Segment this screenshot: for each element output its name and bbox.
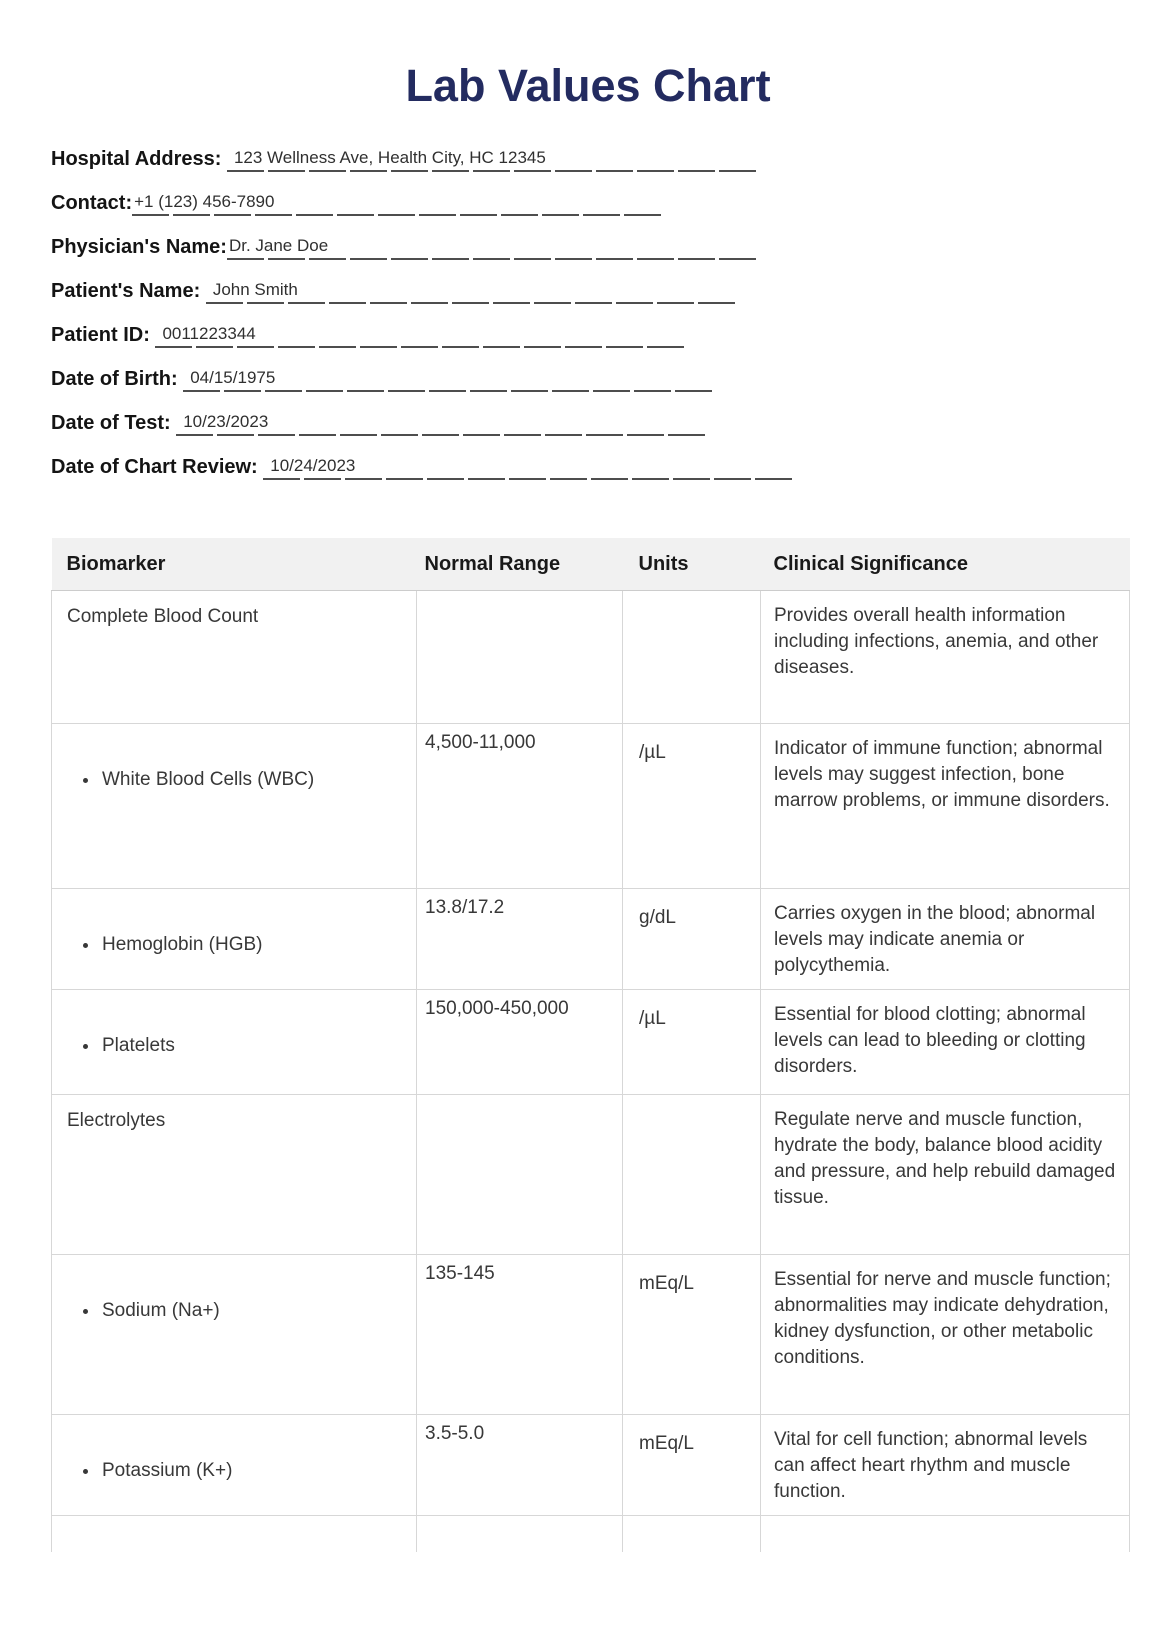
date-of-birth-value-line[interactable]: 04/15/1975 <box>183 368 713 392</box>
biomarker-cell <box>52 989 417 1094</box>
units-cell <box>623 1515 761 1552</box>
normal-range-cell: 150,000-450,000 <box>417 989 623 1094</box>
column-header-biomarker: Biomarker <box>52 538 417 590</box>
biomarker-bullet-item: • Sodium (Na+) <box>100 1298 406 1324</box>
clinical-significance-cell: Indicator of immune function; abnormal levels may suggest infection, bone marrow problems, or immune disorders. <box>761 723 1130 888</box>
biomarker-bullet-item: • Hemoglobin (HGB) <box>100 932 406 958</box>
clinical-significance-cell: Carries oxygen in the blood; abnormal levels may indicate anemia or polycythemia. <box>761 888 1130 989</box>
units-cell <box>623 1094 761 1254</box>
field-label: Date of Birth: <box>51 368 184 391</box>
biomarker-bullet-item: • Potassium (K+) <box>100 1458 406 1484</box>
field-row-hospital-address <box>51 145 1176 172</box>
field-label: Hospital Address: <box>51 148 227 171</box>
table-row <box>52 723 1130 888</box>
normal-range-cell: 4,500-11,000 <box>417 723 623 888</box>
field-row-date-of-chart-review <box>51 453 1176 480</box>
units-cell: mEq/L <box>623 1254 761 1414</box>
clinical-significance-cell: Regulate nerve and muscle function, hydrate the body, balance blood acidity and pressure, and help rebuild damaged tissue. <box>761 1094 1130 1254</box>
lab-values-table <box>51 538 1130 1552</box>
table-row <box>52 989 1130 1094</box>
field-label: Patient ID: <box>51 324 156 347</box>
field-row-patient-id <box>51 321 1176 348</box>
table-row <box>52 1094 1130 1254</box>
units-cell: mEq/L <box>623 1414 761 1515</box>
normal-range-cell <box>417 1094 623 1254</box>
field-label: Physician's Name: <box>51 236 227 259</box>
field-label: Date of Chart Review: <box>51 456 264 479</box>
table-header-row <box>52 538 1130 590</box>
biomarker-cell <box>52 723 417 888</box>
contact-value-line[interactable]: +1 (123) 456-7890 <box>132 192 662 216</box>
date-of-chart-review-value-line[interactable]: 10/24/2023 <box>263 456 793 480</box>
clinical-significance-cell: Essential for blood clotting; abnormal levels can lead to bleeding or clotting disorders. <box>761 989 1130 1094</box>
table-row <box>52 1254 1130 1414</box>
clinical-significance-cell: Essential for nerve and muscle function; abnormalities may indicate dehydration, kidney dysfunction, or other metabolic conditions. <box>761 1254 1130 1414</box>
patient-name-value-line[interactable]: John Smith <box>206 280 736 304</box>
biomarker-cell <box>52 1515 417 1552</box>
patient-id-value-line[interactable]: 0011223344 <box>155 324 685 348</box>
field-row-contact <box>51 189 1176 216</box>
biomarker-cell <box>52 888 417 989</box>
table-row-clipped <box>52 1515 1130 1552</box>
units-cell: /µL <box>623 989 761 1094</box>
field-label: Date of Test: <box>51 412 177 435</box>
normal-range-cell: 13.8/17.2 <box>417 888 623 989</box>
column-header-normal-range: Normal Range <box>417 538 623 590</box>
table-row <box>52 590 1130 723</box>
clinical-significance-cell <box>761 1515 1130 1552</box>
normal-range-cell <box>417 1515 623 1552</box>
page-title: Lab Values Chart <box>405 60 771 111</box>
field-label: Patient's Name: <box>51 280 206 303</box>
biomarker-cell <box>52 1254 417 1414</box>
biomarker-category-label: Complete Blood Count <box>67 605 259 627</box>
physician-name-value-line[interactable]: Dr. Jane Doe <box>227 236 757 260</box>
biomarker-bullet-item: • White Blood Cells (WBC) <box>100 767 406 793</box>
clinical-significance-cell: Provides overall health information including infections, anemia, and other diseases. <box>761 590 1130 723</box>
biomarker-cell <box>52 1094 417 1254</box>
biomarker-category-label: Electrolytes <box>67 1109 166 1131</box>
units-cell <box>623 590 761 723</box>
clinical-significance-cell: Vital for cell function; abnormal levels can affect heart rhythm and muscle function. <box>761 1414 1130 1515</box>
hospital-address-value-line[interactable]: 123 Wellness Ave, Health City, HC 12345 <box>227 148 757 172</box>
table-row <box>52 888 1130 989</box>
column-header-clinical-significance: Clinical Significance <box>761 538 1130 590</box>
form-fields <box>51 145 1176 480</box>
field-row-patient-name <box>51 277 1176 304</box>
normal-range-cell <box>417 590 623 723</box>
field-row-date-of-birth <box>51 365 1176 392</box>
field-row-physician-name <box>51 233 1176 260</box>
biomarker-cell <box>52 590 417 723</box>
biomarker-bullet-item: • Platelets <box>100 1033 406 1059</box>
normal-range-cell: 135-145 <box>417 1254 623 1414</box>
column-header-units: Units <box>623 538 761 590</box>
field-label: Contact: <box>51 192 133 215</box>
document-page <box>0 62 1176 1630</box>
biomarker-cell <box>52 1414 417 1515</box>
units-cell: /µL <box>623 723 761 888</box>
date-of-test-value-line[interactable]: 10/23/2023 <box>176 412 706 436</box>
field-row-date-of-test <box>51 409 1176 436</box>
table-row <box>52 1414 1130 1515</box>
units-cell: g/dL <box>623 888 761 989</box>
normal-range-cell: 3.5-5.0 <box>417 1414 623 1515</box>
